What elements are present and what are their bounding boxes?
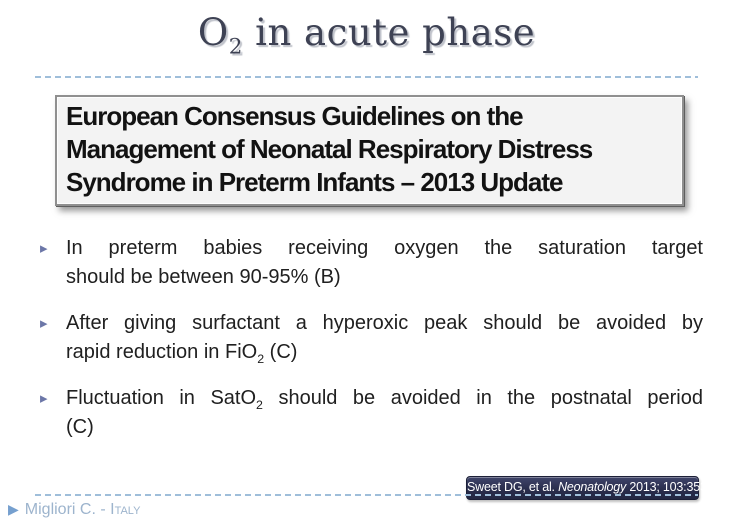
heading-line-3: Syndrome in Preterm Infants – 2013 Update <box>66 167 563 197</box>
title-subscript: 2 <box>228 34 243 60</box>
citation-badge <box>466 476 707 500</box>
citation-journal-name: Neonatology <box>558 480 627 494</box>
bottom-divider <box>35 494 698 496</box>
footer-chevron-icon: ▶ <box>8 502 19 518</box>
bullet-text: After giving surfactant a hyperoxic peak should be avoided by rapid reduction in FiO$_2$ (C) <box>66 312 703 366</box>
page-title <box>0 8 733 58</box>
bullet-text: In preterm babies receiving oxygen the saturation target should be between 90-95% (B) <box>66 237 703 288</box>
footer-author <box>25 500 141 520</box>
bullet-item <box>40 309 703 367</box>
bullet-chevron-icon: ▸ <box>40 314 48 332</box>
footer-author-name: Migliori C. - <box>24 501 111 518</box>
top-divider <box>35 76 698 78</box>
heading-line-1: European Consensus Guidelines on the <box>66 101 523 131</box>
footer <box>8 500 140 520</box>
guidelines-heading-box <box>55 95 684 206</box>
bullet-item <box>40 384 703 442</box>
title-rest: in acute phase <box>242 11 536 54</box>
bullet-chevron-icon: ▸ <box>40 389 48 407</box>
bullet-text: Fluctuation in SatO$_2$ should be avoided in the postnatal period (C) <box>66 387 703 438</box>
bullet-list <box>40 234 703 459</box>
footer-country: Italy <box>110 501 141 518</box>
bullet-chevron-icon: ▸ <box>40 239 48 257</box>
title-base: O <box>197 11 229 54</box>
heading-line-2: Management of Neonatal Respiratory Distress <box>66 134 593 164</box>
citation-prefix: Sweet DG, et al. <box>467 480 559 494</box>
citation-suffix: 2013; 103:353 <box>626 480 707 494</box>
bullet-item <box>40 234 703 292</box>
